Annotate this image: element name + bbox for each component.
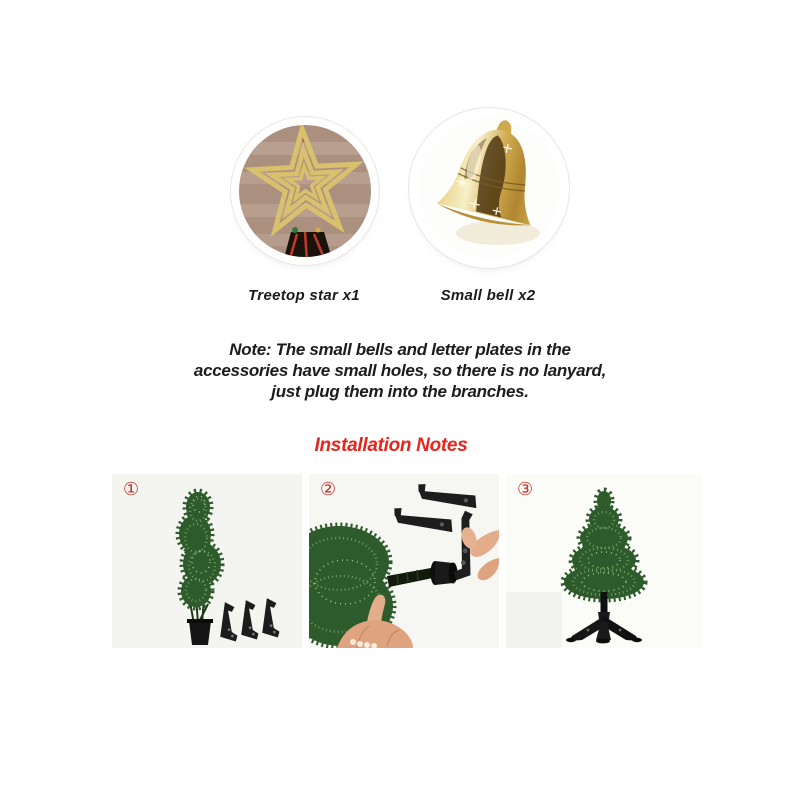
step-2-illustration — [309, 474, 499, 648]
step-2-number: ② — [320, 479, 337, 500]
note-line-2: accessories have small holes, so there is no lanyard, — [193, 361, 607, 380]
step-1-number: ① — [123, 479, 140, 500]
installation-notes-heading: Installation Notes — [314, 435, 468, 456]
note-line-1: Note: The small bells and letter plates in the — [229, 340, 571, 359]
note-text — [0, 339, 800, 402]
step-1-photo — [112, 474, 302, 648]
small-bell-illustration — [414, 113, 564, 263]
note-line-3: just plug them into the branches. — [271, 382, 529, 401]
step-3-number: ③ — [517, 479, 534, 500]
step-2-photo — [309, 474, 499, 648]
step-3-illustration — [506, 474, 702, 648]
installation-steps — [112, 474, 702, 648]
step-1-illustration — [112, 474, 302, 648]
small-bell-photo — [414, 113, 564, 263]
small-bell-label: Small bell x2 — [440, 287, 536, 304]
step-3-photo — [506, 474, 702, 648]
treetop-star-label: Treetop star x1 — [248, 287, 360, 304]
treetop-star-illustration — [236, 122, 374, 260]
treetop-star-photo — [236, 122, 374, 260]
